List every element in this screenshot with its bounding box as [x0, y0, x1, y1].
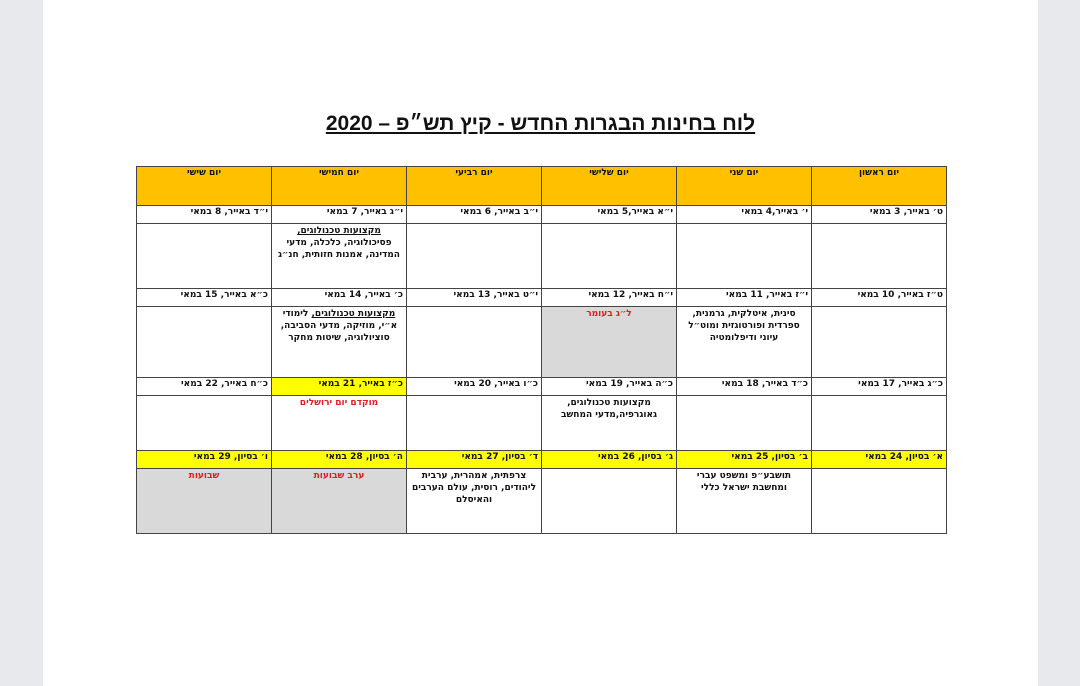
date-cell: י״ג באייר, 7 במאי: [272, 206, 407, 224]
exam-cell: [407, 224, 542, 289]
date-cell: י״ד באייר, 8 במאי: [137, 206, 272, 224]
date-cell-highlighted: ד׳ בסיון, 27 במאי: [407, 451, 542, 469]
exam-cell: [137, 224, 272, 289]
day-header-friday: יום שישי: [137, 167, 272, 206]
day-header-wednesday: יום רביעי: [407, 167, 542, 206]
date-cell: י״א באייר,5 במאי: [542, 206, 677, 224]
date-cell: י״ז באייר, 11 במאי: [677, 289, 812, 307]
holiday-label: ל״ג בעומר: [586, 309, 632, 319]
date-cell: י׳ באייר,4 במאי: [677, 206, 812, 224]
date-cell-highlighted: ו׳ בסיון, 29 במאי: [137, 451, 272, 469]
holiday-label: ערב שבועות: [313, 471, 365, 481]
page-title: לוח בחינות הבגרות החדש - קיץ תש״פ – 2020: [325, 112, 756, 135]
date-cell: ט׳ באייר, 3 במאי: [812, 206, 947, 224]
exam-cell: [812, 224, 947, 289]
date-row: [137, 378, 947, 396]
exam-cell: [542, 224, 677, 289]
document-page: [43, 0, 1038, 686]
date-row: [137, 451, 947, 469]
exam-subjects: סינית, איטלקית, גרמנית, ספרדית ופורטוגזית ומוט״ל עיוני ודיפלומטיה: [688, 309, 800, 343]
exam-cell: [272, 224, 407, 289]
exam-cell: [542, 396, 677, 451]
date-cell: כ״ו באייר, 20 במאי: [407, 378, 542, 396]
holiday-label: מוקדם יום ירושלים: [299, 398, 379, 408]
exam-cell: [812, 469, 947, 534]
holiday-cell: [137, 469, 272, 534]
exam-cell: [407, 396, 542, 451]
date-cell: כ״ה באייר, 19 במאי: [542, 378, 677, 396]
date-cell: כ״ח באייר, 22 במאי: [137, 378, 272, 396]
exam-subjects: פסיכולוגיה, כלכלה, מדעי המדינה, אמנות חזותית, חנ״ג: [277, 238, 400, 260]
date-cell: ט״ז באייר, 10 במאי: [812, 289, 947, 307]
date-cell-highlighted: ב׳ בסיון, 25 במאי: [677, 451, 812, 469]
exam-cell: [137, 307, 272, 378]
exam-cell: [677, 224, 812, 289]
exam-schedule-table: [136, 166, 947, 534]
date-cell-highlighted: כ״ז באייר, 21 במאי: [272, 378, 407, 396]
holiday-cell: [272, 469, 407, 534]
date-cell: י״ח באייר, 12 במאי: [542, 289, 677, 307]
date-cell-highlighted: ג׳ בסיון, 26 במאי: [542, 451, 677, 469]
holiday-cell: [542, 307, 677, 378]
date-cell: כ״ג באייר, 17 במאי: [812, 378, 947, 396]
holiday-label: שבועות: [188, 471, 220, 481]
date-cell-highlighted: א׳ בסיון, 24 במאי: [812, 451, 947, 469]
exam-cell: [677, 396, 812, 451]
exam-cell: [407, 307, 542, 378]
date-cell-highlighted: ה׳ בסיון, 28 במאי: [272, 451, 407, 469]
date-row: [137, 206, 947, 224]
exam-row: [137, 469, 947, 534]
exam-subjects: מקצועות טכנולוגים, גאוגרפיה,מדעי המחשב: [560, 398, 658, 420]
exam-cell: [542, 469, 677, 534]
day-header-monday: יום שני: [677, 167, 812, 206]
exam-cell: [812, 307, 947, 378]
exam-row: [137, 224, 947, 289]
exam-cell: [677, 307, 812, 378]
exam-cell: [677, 469, 812, 534]
header-row: [137, 167, 947, 206]
date-cell: י״ב באייר, 6 במאי: [407, 206, 542, 224]
exam-cell: [407, 469, 542, 534]
day-header-tuesday: יום שלישי: [542, 167, 677, 206]
exam-row: [137, 307, 947, 378]
exam-subjects: תושבע״פ ומשפט עברי ומחשבת ישראל כללי: [696, 471, 792, 493]
exam-row: [137, 396, 947, 451]
date-cell: כ״ד באייר, 18 במאי: [677, 378, 812, 396]
exam-cell: [137, 396, 272, 451]
date-cell: כ׳ באייר, 14 במאי: [272, 289, 407, 307]
date-row: [137, 289, 947, 307]
exam-cell: [272, 307, 407, 378]
date-cell: י״ט באייר, 13 במאי: [407, 289, 542, 307]
exam-subject-underlined: מקצועות טכנולוגים,: [297, 226, 381, 236]
day-header-thursday: יום חמישי: [272, 167, 407, 206]
exam-cell: [812, 396, 947, 451]
exam-subjects: צרפתית, אמהרית, ערבית ליהודים, רוסית, עולם הערבים והאיסלם: [411, 471, 537, 505]
day-header-sunday: יום ראשון: [812, 167, 947, 206]
date-cell: כ״א באייר, 15 במאי: [137, 289, 272, 307]
exam-subject-underlined: מקצועות טכנולוגים,: [311, 309, 396, 319]
holiday-cell: [272, 396, 407, 451]
exam-subjects: לימודי א״י, מוזיקה, מדעי הסביבה, סוציולוגיה, שיטות מחקר: [280, 309, 398, 343]
